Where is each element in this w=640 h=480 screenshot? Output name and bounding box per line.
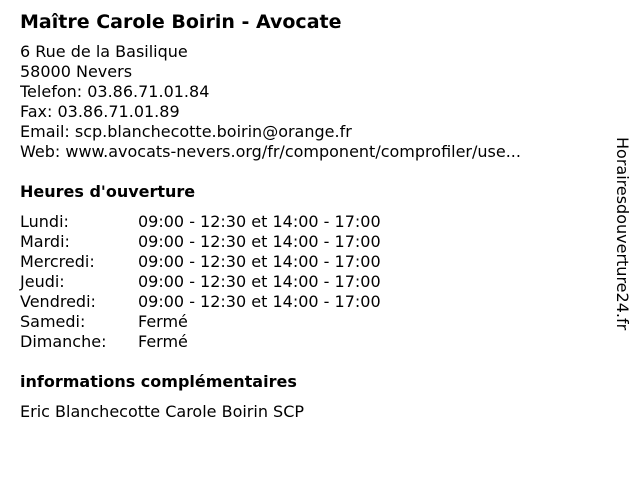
opening-hours-heading: Heures d'ouverture <box>20 182 196 201</box>
day-label: Dimanche: <box>20 332 107 351</box>
watermark <box>612 137 632 343</box>
watermark-text: Horairesdouverture24.fr <box>613 137 632 331</box>
time-value: Fermé <box>138 312 188 331</box>
time-value: 09:00 - 12:30 et 14:00 - 17:00 <box>138 252 381 271</box>
hours-row-wednesday <box>20 252 610 272</box>
contact-block <box>20 42 610 162</box>
day-label: Mardi: <box>20 232 70 251</box>
opening-hours-block <box>20 182 610 352</box>
day-label: Lundi: <box>20 212 69 231</box>
web-line: Web: www.avocats-nevers.org/fr/component/comprofiler/use... <box>20 142 521 161</box>
hours-row-tuesday <box>20 232 610 252</box>
additional-info-heading: informations complémentaires <box>20 372 297 391</box>
day-label: Samedi: <box>20 312 86 331</box>
additional-info-block <box>20 372 610 422</box>
page-title: Maître Carole Boirin - Avocate <box>20 11 342 33</box>
additional-info-text: Eric Blanchecotte Carole Boirin SCP <box>20 402 305 421</box>
time-value: 09:00 - 12:30 et 14:00 - 17:00 <box>138 212 381 231</box>
hours-row-monday <box>20 212 610 232</box>
hours-row-sunday <box>20 332 610 352</box>
hours-row-thursday <box>20 272 610 292</box>
email-line: Email: scp.blanchecotte.boirin@orange.fr <box>20 122 352 141</box>
time-value: 09:00 - 12:30 et 14:00 - 17:00 <box>138 292 381 311</box>
address-street: 6 Rue de la Basilique <box>20 42 188 61</box>
time-value: Fermé <box>138 332 188 351</box>
day-label: Vendredi: <box>20 292 96 311</box>
address-city: 58000 Nevers <box>20 62 133 81</box>
phone-line: Telefon: 03.86.71.01.84 <box>20 82 210 101</box>
hours-row-friday <box>20 292 610 312</box>
hours-row-saturday <box>20 312 610 332</box>
fax-line: Fax: 03.86.71.01.89 <box>20 102 180 121</box>
opening-hours-table <box>20 212 610 352</box>
time-value: 09:00 - 12:30 et 14:00 - 17:00 <box>138 272 381 291</box>
day-label: Mercredi: <box>20 252 95 271</box>
time-value: 09:00 - 12:30 et 14:00 - 17:00 <box>138 232 381 251</box>
day-label: Jeudi: <box>20 272 65 291</box>
business-listing <box>20 10 610 422</box>
